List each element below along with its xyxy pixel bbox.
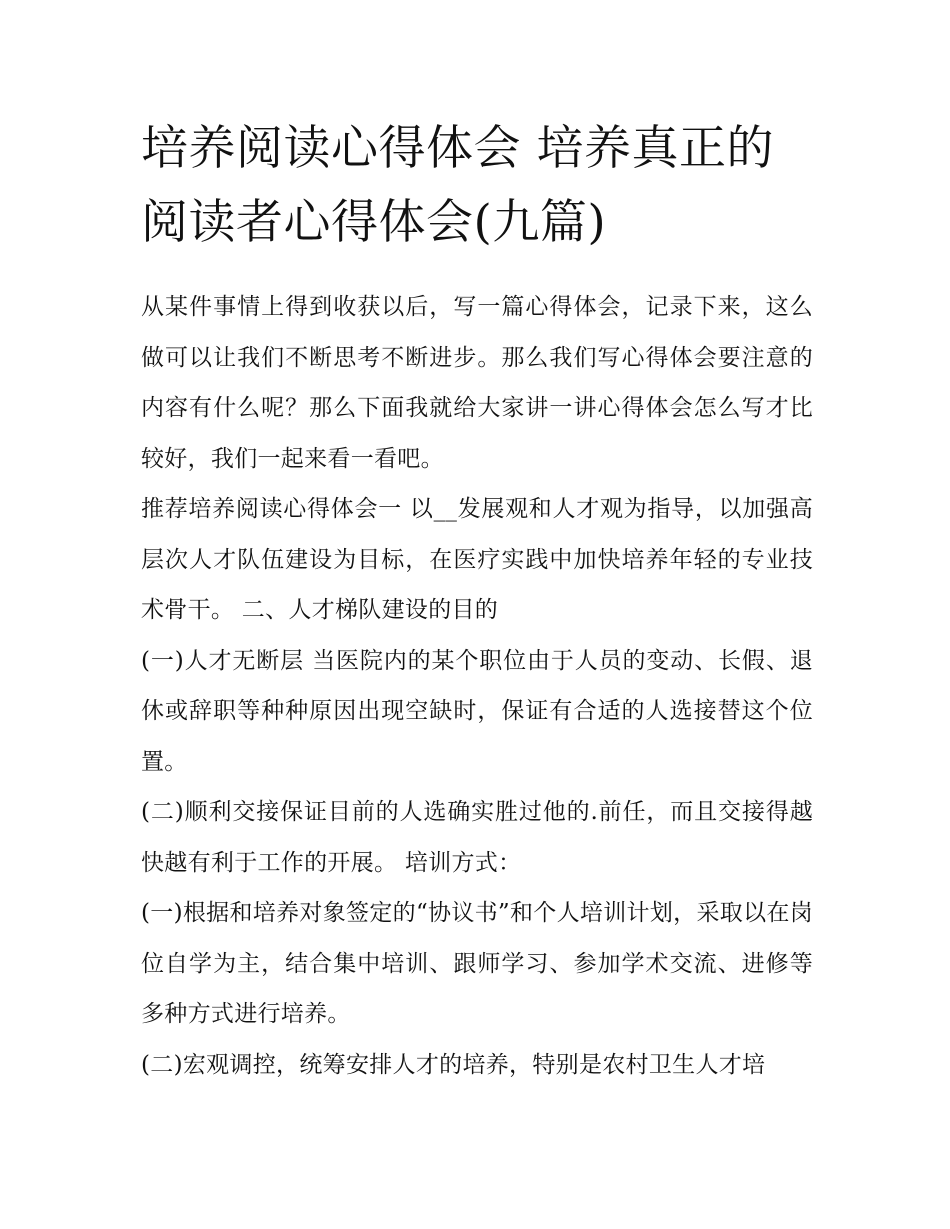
paragraph-handover: (二)顺利交接保证目前的人选确实胜过他的.前任，而且交接得越快越有利于工作的开展。 培训方式： xyxy=(141,799,813,876)
paragraph-no-gap: (一)人才无断层 当医院内的某个职位由于人员的变动、长假、退休或辞职等种种原因出现空缺时，保证有合适的人选接替这个位置。 xyxy=(141,647,813,775)
document-title: 培养阅读心得体会 培养真正的阅读者心得体会(九篇) xyxy=(141,121,774,250)
document-page xyxy=(141,112,813,1090)
paragraph-intro: 从某件事情上得到收获以后，写一篇心得体会，记录下来，这么做可以让我们不断思考不断进步。那么我们写心得体会要注意的内容有什么呢？那么下面我就给大家讲一讲心得体会怎么写才比较好，我们一起来看一看吧。 xyxy=(141,294,813,472)
paragraph-recommend: 推荐培养阅读心得体会一 以__发展观和人才观为指导，以加强高层次人才队伍建设为目标，在医疗实践中加快培养年轻的专业技术骨干。 二、人才梯队建设的目的 xyxy=(141,496,813,623)
paragraph-macro-control: (二)宏观调控，统筹安排人才的培养，特别是农村卫生人才培 xyxy=(141,1051,766,1078)
paragraph-training-agreement: (一)根据和培养对象签定的“协议书”和个人培训计划，采取以在岗位自学为主，结合集中培训、跟师学习、参加学术交流、进修等多种方式进行培养。 xyxy=(141,900,813,1027)
